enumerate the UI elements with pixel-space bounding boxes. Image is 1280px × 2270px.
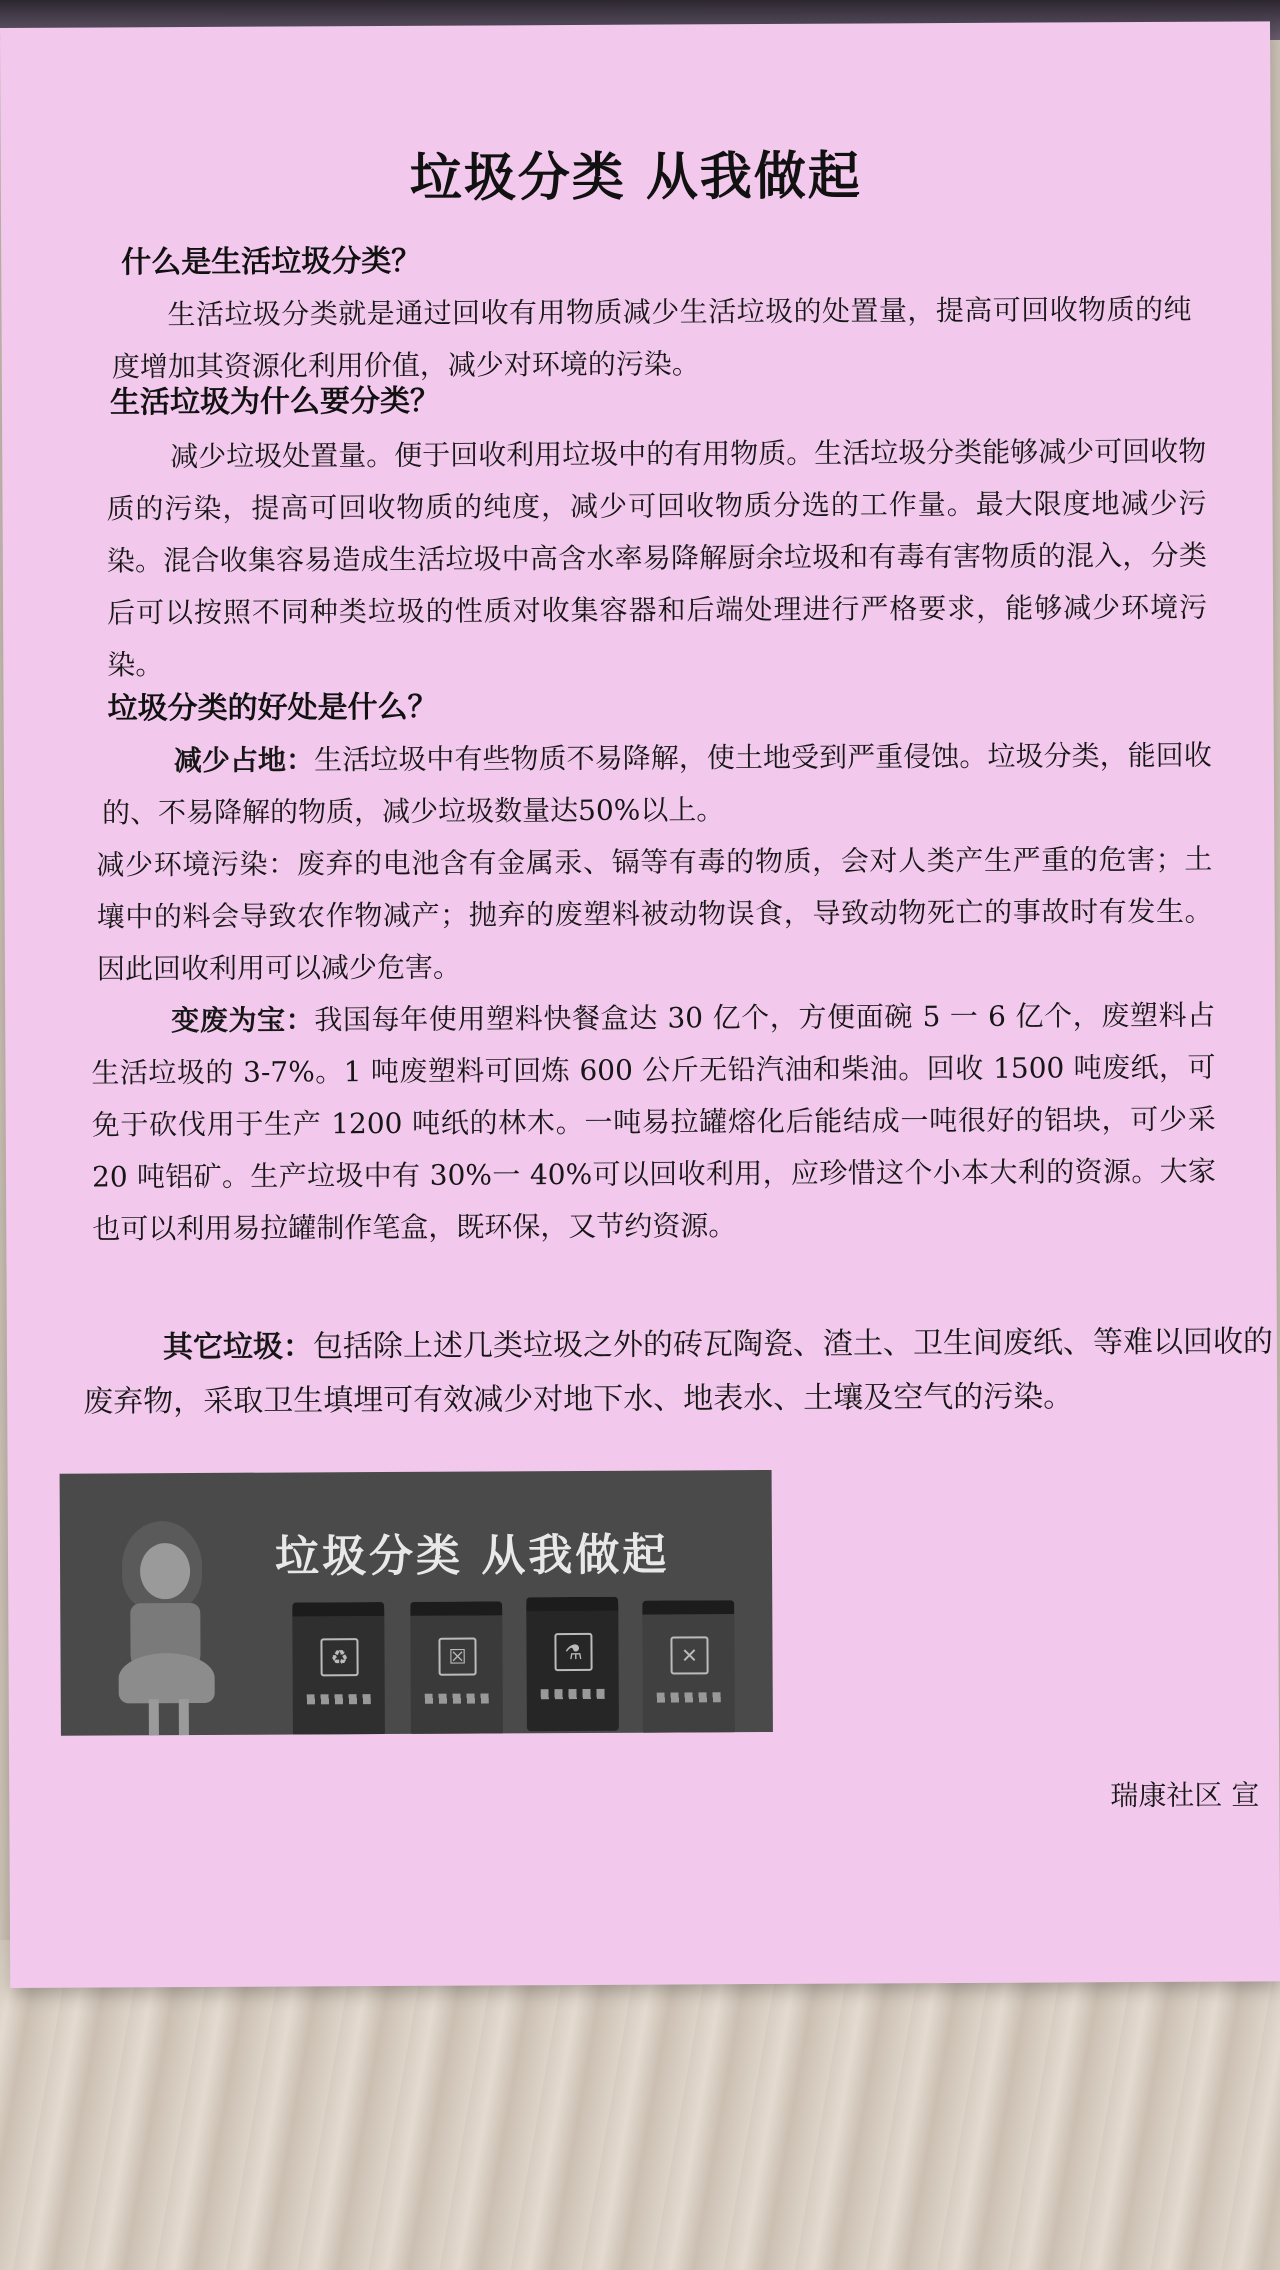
girl-skirt bbox=[119, 1653, 215, 1704]
hazardous-bin-icon: ☒ bbox=[410, 1601, 503, 1735]
section-heading-what: 什么是生活垃圾分类？ bbox=[121, 243, 422, 281]
benefit-text: 废弃的电池含有金属汞、镉等有毒的物质，会对人类产生严重的危害；土壤中的料会导致农作物减产；抛弃的废塑料被动物误食，导致动物死亡的事故时有发生。因此回收利用可以减少危害。 bbox=[96, 842, 1213, 986]
section-paragraph-what: 生活垃圾分类就是通过回收有用物质减少生活垃圾的处置量，提高可回收物质的纯度增加其资源化利用价值，减少对环境的污染。 bbox=[111, 292, 1192, 384]
benefit-item bbox=[102, 730, 1213, 840]
benefit-item bbox=[83, 1315, 1274, 1429]
footer-signature: 瑞康社区 宣 bbox=[1110, 1778, 1260, 1813]
benefit-text: 生活垃圾中有些物质不易降解，使土地受到严重侵蚀。垃圾分类，能回收的、不易降解的物质，减少垃圾数量达50%以上。 bbox=[102, 738, 1212, 830]
benefit-label: 减少占地： bbox=[173, 743, 315, 778]
banner-title: 垃圾分类 从我做起 bbox=[274, 1529, 670, 1583]
benefit-text: 我国每年使用塑料快餐盒达 30 亿个，方便面碗 5 一 6 亿个，废塑料占生活垃圾的 3-7%。1 吨废塑料可回炼 600 公斤无铅汽油和柴油。回收 1500 吨废纸，可免于砍伐用于生产 1200 吨纸的林木。一吨易拉罐熔化后能结成一吨很好的铝块，可少采 20 吨铝矿。生产垃圾中有 30%一 40%可以回收利用，应珍惜这个小本大利的资源。大家也可以利用易拉罐制作笔盒，既环保，又节约资源。 bbox=[91, 998, 1217, 1246]
banner-image bbox=[60, 1470, 773, 1736]
recycle-bin-icon: ♻ bbox=[292, 1602, 385, 1736]
girl-face bbox=[140, 1543, 190, 1599]
page-title: 垃圾分类 从我做起 bbox=[409, 146, 862, 209]
section-heading-benefits: 垃圾分类的好处是什么？ bbox=[107, 689, 438, 727]
other-bin-icon: ✕ bbox=[642, 1600, 735, 1734]
wooden-table bbox=[0, 1940, 1280, 2270]
section-paragraph-why: 减少垃圾处置量。便于回收利用垃圾中的有用物质。生活垃圾分类能够减少可回收物质的污染，提高可回收物质的纯度，减少可回收物质分选的工作量。最大限度地减少污染。混合收集容易造成生活垃圾中高含水率易降解厨余垃圾和有毒有害物质的混入，分类后可以按照不同种类垃圾的性质对收集容器和后端处理进行严格要求，能够减少环境污染。 bbox=[106, 434, 1208, 682]
girl-leg bbox=[179, 1699, 189, 1735]
benefit-label: 其它垃圾： bbox=[162, 1329, 314, 1366]
benefit-label: 变废为宝： bbox=[171, 1003, 315, 1038]
benefit-label: 减少环境污染： bbox=[96, 847, 297, 882]
flyer-paper bbox=[0, 21, 1280, 1988]
kitchen-bin-icon: ⚗ bbox=[526, 1597, 619, 1731]
section-heading-why: 生活垃圾为什么要分类？ bbox=[109, 383, 441, 421]
benefit-item bbox=[96, 834, 1213, 996]
girl-leg bbox=[149, 1699, 159, 1735]
benefit-item bbox=[91, 990, 1216, 1256]
benefit-text: 包括除上述几类垃圾之外的砖瓦陶瓷、渣土、卫生间废纸、等难以回收的废弃物，采取卫生填埋可有效减少对地下水、地表水、土壤及空气的污染。 bbox=[83, 1324, 1273, 1420]
